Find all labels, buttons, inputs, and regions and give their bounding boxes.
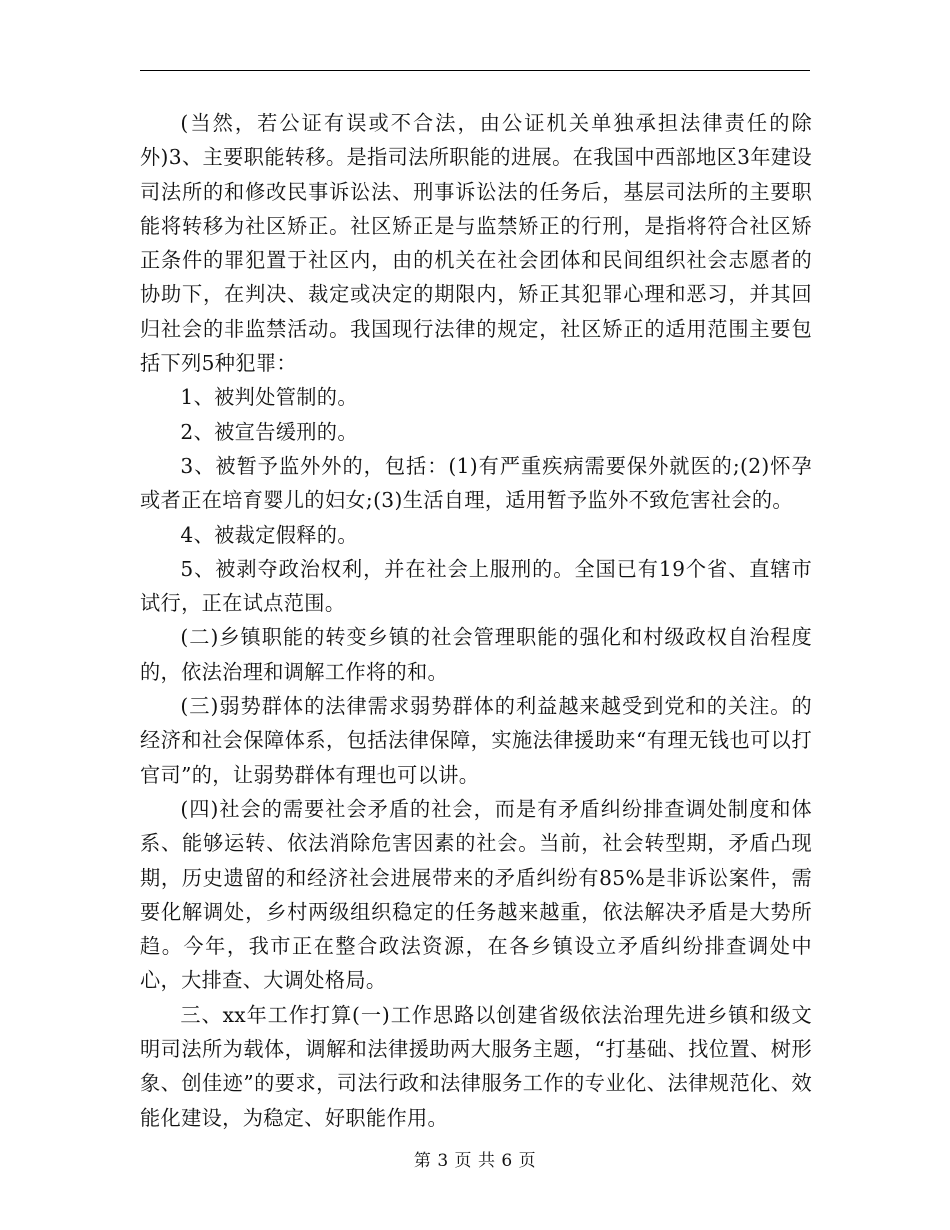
work-plan-paragraph: 三、xx年工作打算(一)工作思路以创建省级依法治理先进乡镇和级文明司法所为载体，调解和法律援助两大服务主题，“打基础、找位置、树形象、创佳迹”的要求，司法行政和法律服务工作的专业化、法律规范化、效能化建设，为稳定、好职能作用。 bbox=[140, 1002, 812, 1130]
list-item-3: 3、被暂予监外外的，包括：(1)有严重疾病需要保外就医的;(2)怀孕或者正在培育婴儿的妇女;(3)生活自理，适用暂予监外不致危害社会的。 bbox=[140, 453, 812, 513]
paragraph-continuation: (当然，若公证有误或不合法，由公证机关单独承担法律责任的除外)3、主要职能转移。是指司法所职能的进展。在我国中西部地区3年建设司法所的和修改民事诉讼法、刑事诉讼法的任务后，基层司法所的主要职能将转移为社区矫正。社区矫正是与监禁矫正的行刑，是指将符合社区矫正条件的罪犯置于社区内，由的机关在社会团体和民间组织社会志愿者的协助下，在判决、裁定或决定的期限内，矫正其犯罪心理和恶习，并其回归社会的非监禁活动。我国现行法律的规定，社区矫正的适用范围主要包括下列5种犯罪： bbox=[140, 111, 812, 376]
header-rule bbox=[140, 70, 810, 71]
list-item-1: 1、被判处管制的。 bbox=[180, 385, 358, 410]
document-body bbox=[140, 106, 812, 1135]
page-number-footer: 第 3 页 共 6 页 bbox=[413, 1151, 537, 1171]
list-item-2: 2、被宣告缓刑的。 bbox=[180, 419, 358, 444]
list-item-5: 5、被剥夺政治权利，并在社会上服刑的。全国已有19个省、直辖市试行，正在试点范围。 bbox=[140, 556, 812, 616]
section-4-paragraph: (四)社会的需要社会矛盾的社会，而是有矛盾纠纷排查调处制度和体系、能够运转、依法消除危害因素的社会。当前，社会转型期，矛盾凸现期，历史遗留的和经济社会进展带来的矛盾纠纷有85%是非诉讼案件，需要化解调处，乡村两级组织稳定的任务越来越重，依法解决矛盾是大势所趋。今年，我市正在整合政法资源，在各乡镇设立矛盾纠纷排查调处中心，大排查、大调处格局。 bbox=[140, 796, 812, 993]
section-3-paragraph: (三)弱势群体的法律需求弱势群体的利益越来越受到党和的关注。的经济和社会保障体系，包括法律保障，实施法律援助来“有理无钱也可以打官司”的，让弱势群体有理也可以讲。 bbox=[140, 694, 812, 787]
list-item-4: 4、被裁定假释的。 bbox=[180, 522, 358, 547]
section-2-paragraph: (二)乡镇职能的转变乡镇的社会管理职能的强化和村级政权自治程度的，依法治理和调解工作将的和。 bbox=[140, 625, 812, 684]
